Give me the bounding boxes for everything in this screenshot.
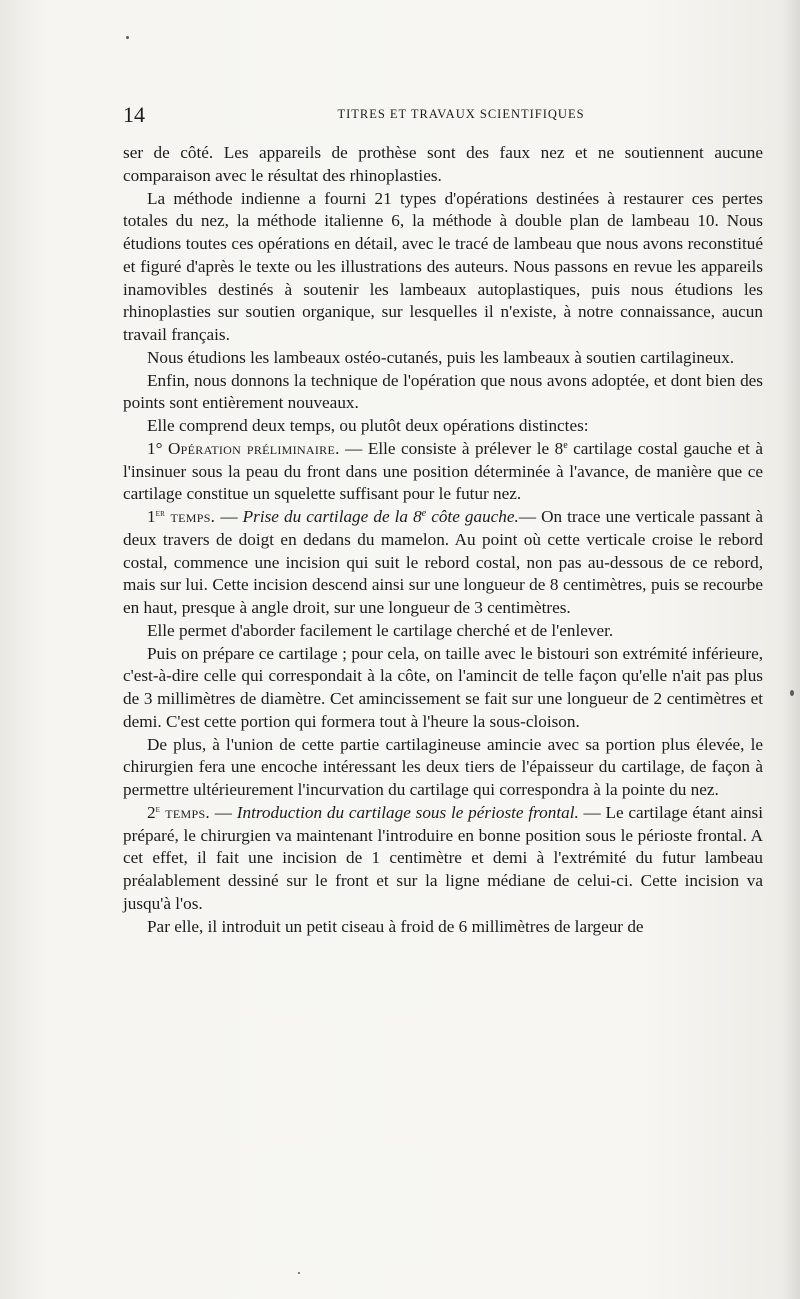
step-text: — On trace une verticale passant à deux travers de doigt en dedans du mamelon. Au point où cette verticale croise le rebord costal, commence une incision qui suit le rebord costal, non pas au-dessous de ce rebord, mais sur lui. Cette incision descend ainsi sur une longueur de 8 centimètres, puis se recourbe en haut, presque à angle droit, sur une longueur de 3 centimètres. bbox=[123, 507, 764, 617]
scan-speck bbox=[790, 690, 794, 696]
paragraph-3: Nous étudions les lambeaux ostéo-cutanés, puis les lambeaux à soutien cartilagineux. bbox=[147, 347, 735, 367]
step-number: 1 bbox=[147, 507, 156, 526]
paragraph-4: Enfin, nous donnons la technique de l'opération que nous avons adoptée, et dont bien des points sont entièrement nouveaux. bbox=[123, 370, 763, 413]
running-title: TITRES ET TRAVAUX SCIENTIFIQUES bbox=[337, 107, 585, 121]
section-text: — Elle consiste à prélever le 8 bbox=[339, 438, 564, 458]
paragraph-12: Par elle, il introduit un petit ciseau à froid de 6 millimètres de largeur de bbox=[147, 916, 644, 936]
step-number-superscript: e bbox=[155, 803, 161, 815]
step-number: 2 bbox=[147, 802, 156, 822]
step-title: Introduction du cartilage sous le périoste frontal. bbox=[236, 802, 579, 822]
page-edge-shadow bbox=[782, 0, 800, 1299]
section-number: 1° bbox=[147, 438, 163, 458]
paragraph-2: La méthode indienne a fourni 21 types d'opérations destinées à restaurer ces pertes totales du nez, la méthode italienne 6, la méthode à double plan de lambeau 10. Nous étudions toutes ces opérations en détail, avec le tracé de lambeau que nous avons reconstitué et figuré d'après le texte ou les illustrations des auteurs. Nous passons en revue les appareils inamovibles destinés à soutenir les lambeaux autoplastiques, puis nous étudions les rhinoplasties sur soutien organique, sur lesquelles il n'existe, à notre connaissance, aucun travail français. bbox=[123, 188, 763, 344]
paragraph-first-step bbox=[123, 506, 763, 620]
scan-speck bbox=[298, 1272, 300, 1274]
superscript: e bbox=[563, 439, 568, 451]
paragraph-9: Puis on prépare ce cartilage ; pour cela, on taille avec le bistouri son extrémité inférieure, c'est-à-dire celle qui correspondait à la côte, on l'amincit de telle façon qu'elle n'ait pas plus de 3 millimètres de diamètre. Cet amincissement se fait sur une longueur de 2 centimètres et demi. C'est cette portion qui formera tout à l'heure la sous-cloison. bbox=[123, 643, 763, 731]
dash: — bbox=[210, 802, 237, 822]
step-label: temps. bbox=[165, 507, 216, 526]
page-number: 14 bbox=[123, 102, 145, 127]
dash: — bbox=[215, 507, 243, 526]
paragraph-5: Elle comprend deux temps, ou plutôt deux opérations distinctes: bbox=[147, 416, 589, 435]
step-title-superscript: e bbox=[421, 508, 427, 519]
body-text bbox=[123, 142, 763, 938]
paragraph-8: Elle permet d'aborder facilement le cartilage cherché et de l'enlever. bbox=[147, 620, 614, 640]
paragraph-1: ser de côté. Les appareils de prothèse sont des faux nez et ne soutiennent aucune comparaison avec le résultat des rhinoplasties. bbox=[123, 143, 763, 185]
section-label: Opération préliminaire. bbox=[167, 438, 340, 458]
section-text: cartilage costal gauche et à l'insinuer sous la peau du front dans une position déterminée à l'avance, de manière que ce cartilage constitue un squelette suffisant pour le futur nez. bbox=[123, 438, 763, 504]
scan-speck bbox=[126, 36, 129, 39]
step-label: temps. bbox=[160, 802, 211, 822]
step-number-superscript: er bbox=[155, 508, 166, 519]
step-title: côte gauche. bbox=[426, 507, 519, 526]
step-text: — Le cartilage étant ainsi préparé, le chirurgien va maintenant l'introduire en bonne position sous le périoste frontal. A cet effet, il fait une incision de 1 centimètre et demi à l'extrémité du futur lambeau préalablement dessiné sur le front et sur la ligne médiane de celui-ci. Cette incision va jusqu'à l'os. bbox=[123, 802, 764, 913]
paragraph-preliminary-operation bbox=[123, 438, 763, 506]
paragraph-second-step bbox=[123, 802, 763, 916]
page-header bbox=[123, 100, 763, 130]
paragraph-10: De plus, à l'union de cette partie cartilagineuse amincie avec sa portion plus élevée, le chirurgien fera une encoche intéressant les deux tiers de l'épaisseur du cartilage, de façon à permettre ultérieurement l'incurvation du cartilage qui correspondra à la pointe du nez. bbox=[123, 734, 763, 799]
step-title: Prise du cartilage de la 8 bbox=[242, 507, 422, 526]
